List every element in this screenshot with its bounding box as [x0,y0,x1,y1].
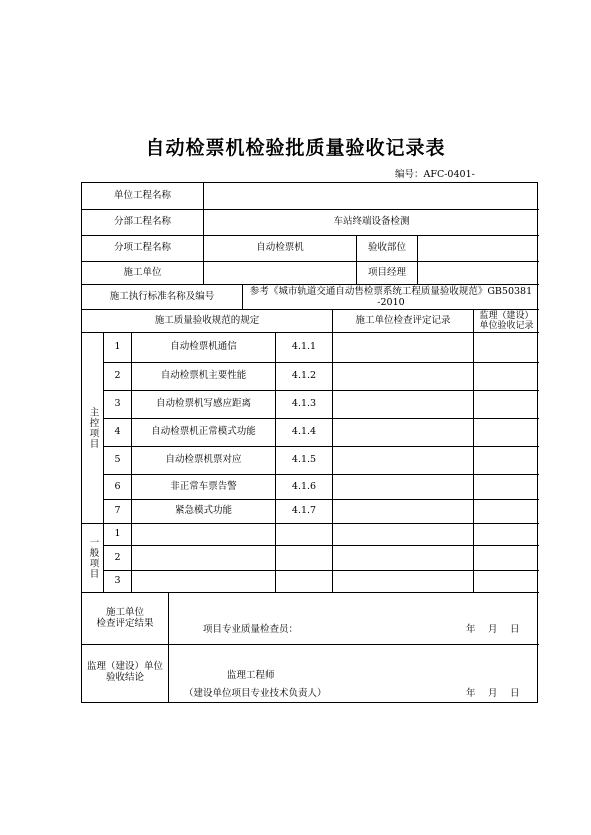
construction-unit-label: 施工单位 [123,266,162,278]
standard-value-line2: -2010 [377,296,405,308]
main-item-no: 2 [114,370,121,381]
supervision-conclusion-line2: 验收结论 [105,672,144,683]
main-item-supervision[interactable] [474,418,539,446]
supervision-header-line2: 单位验收记录 [479,320,534,331]
main-item-supervision[interactable] [474,390,539,418]
construction-result-label [82,592,168,644]
general-item-no: 3 [114,575,121,586]
inspector-label: 项目专业质量检查员： [203,624,299,635]
supervision-conclusion-label [82,659,168,685]
general-item-check[interactable] [333,523,473,545]
col-divider [168,592,169,703]
main-items-label: 主控项目 [87,406,99,449]
unit-project-value[interactable] [204,183,539,209]
main-item-no: 4 [114,426,121,437]
general-item-no: 2 [114,551,121,563]
project-manager-value[interactable] [418,261,539,284]
main-item-supervision[interactable] [474,332,539,362]
main-item-check[interactable] [333,499,473,523]
record-code: 编号：AFC-0401- [395,169,475,180]
main-item-check[interactable] [333,418,473,446]
supervision-header-line1: 监理（建设） [479,310,534,321]
main-item-supervision[interactable] [474,446,539,474]
owner-label: （建设单位项目专业技术负责人） [184,688,327,699]
main-item-name: 自动检票机票对应 [165,454,242,465]
general-items-label: 一般项目 [87,536,99,579]
accept-part-label: 验收部位 [367,242,406,253]
accept-part-value[interactable] [418,235,539,261]
main-item-no: 7 [114,505,121,516]
main-item-name: 自动检票机通信 [170,341,237,352]
main-item-clause: 4.1.1 [291,341,317,352]
division-project-value[interactable]: 车站终端设备检测 [333,216,410,227]
standard-label: 施工执行标准名称及编号 [109,290,215,302]
main-item-supervision[interactable] [474,474,539,499]
main-item-clause: 4.1.4 [291,426,317,437]
supervision-column-header [474,309,539,332]
main-item-clause: 4.1.2 [291,370,317,381]
construction-unit-value[interactable] [204,261,356,284]
main-item-check[interactable] [333,390,473,418]
spec-column-header: 施工质量验收规范的规定 [154,314,260,326]
general-item-check[interactable] [333,545,473,570]
construction-result-line1: 施工单位 [105,607,144,618]
unit-project-label: 单位工程名称 [113,190,171,201]
main-item-no: 1 [114,341,121,352]
main-item-clause: 4.1.3 [291,398,317,409]
engineer-label: 监理工程师 [227,670,275,681]
item-project-label: 分项工程名称 [113,242,171,253]
check-column-header: 施工单位检查评定记录 [355,314,451,326]
general-item-check[interactable] [333,570,473,592]
main-item-clause: 4.1.5 [291,454,317,465]
main-item-name: 自动检票机写感应距离 [155,398,251,409]
main-item-check[interactable] [333,474,473,499]
main-item-supervision[interactable] [474,499,539,523]
record-table [81,182,538,703]
page-title: 自动检票机检验批质量验收记录表 [145,137,446,159]
supervision-conclusion-line1: 监理（建设）单位 [86,661,163,672]
division-project-label: 分部工程名称 [113,216,171,227]
main-item-name: 非正常车票告警 [170,480,237,492]
inspection-date: 年 月 日 [466,624,520,635]
row-divider [82,644,539,645]
standard-value-line1: 参考《城市轨道交通自动售检票系统工程质量验收规范》GB50381 [249,285,533,297]
main-item-name: 紧急模式功能 [174,505,232,516]
standard-value [243,284,539,309]
main-item-name: 自动检票机正常模式功能 [151,426,256,437]
item-project-value[interactable]: 自动检票机 [256,242,304,253]
main-item-clause: 4.1.7 [291,505,317,516]
main-item-clause: 4.1.6 [291,480,317,492]
main-item-no: 5 [114,454,121,465]
main-item-check[interactable] [333,446,473,474]
main-item-name: 自动检票机主要性能 [160,370,247,381]
construction-result-line2: 检查评定结果 [96,618,154,629]
project-manager-label: 项目经理 [367,266,406,278]
general-item-no: 1 [114,528,121,539]
conclusion-date: 年 月 日 [466,688,520,699]
main-item-check[interactable] [333,362,473,390]
main-item-supervision[interactable] [474,362,539,390]
main-item-no: 3 [114,398,121,409]
main-item-no: 6 [114,480,121,492]
main-item-check[interactable] [333,332,473,362]
